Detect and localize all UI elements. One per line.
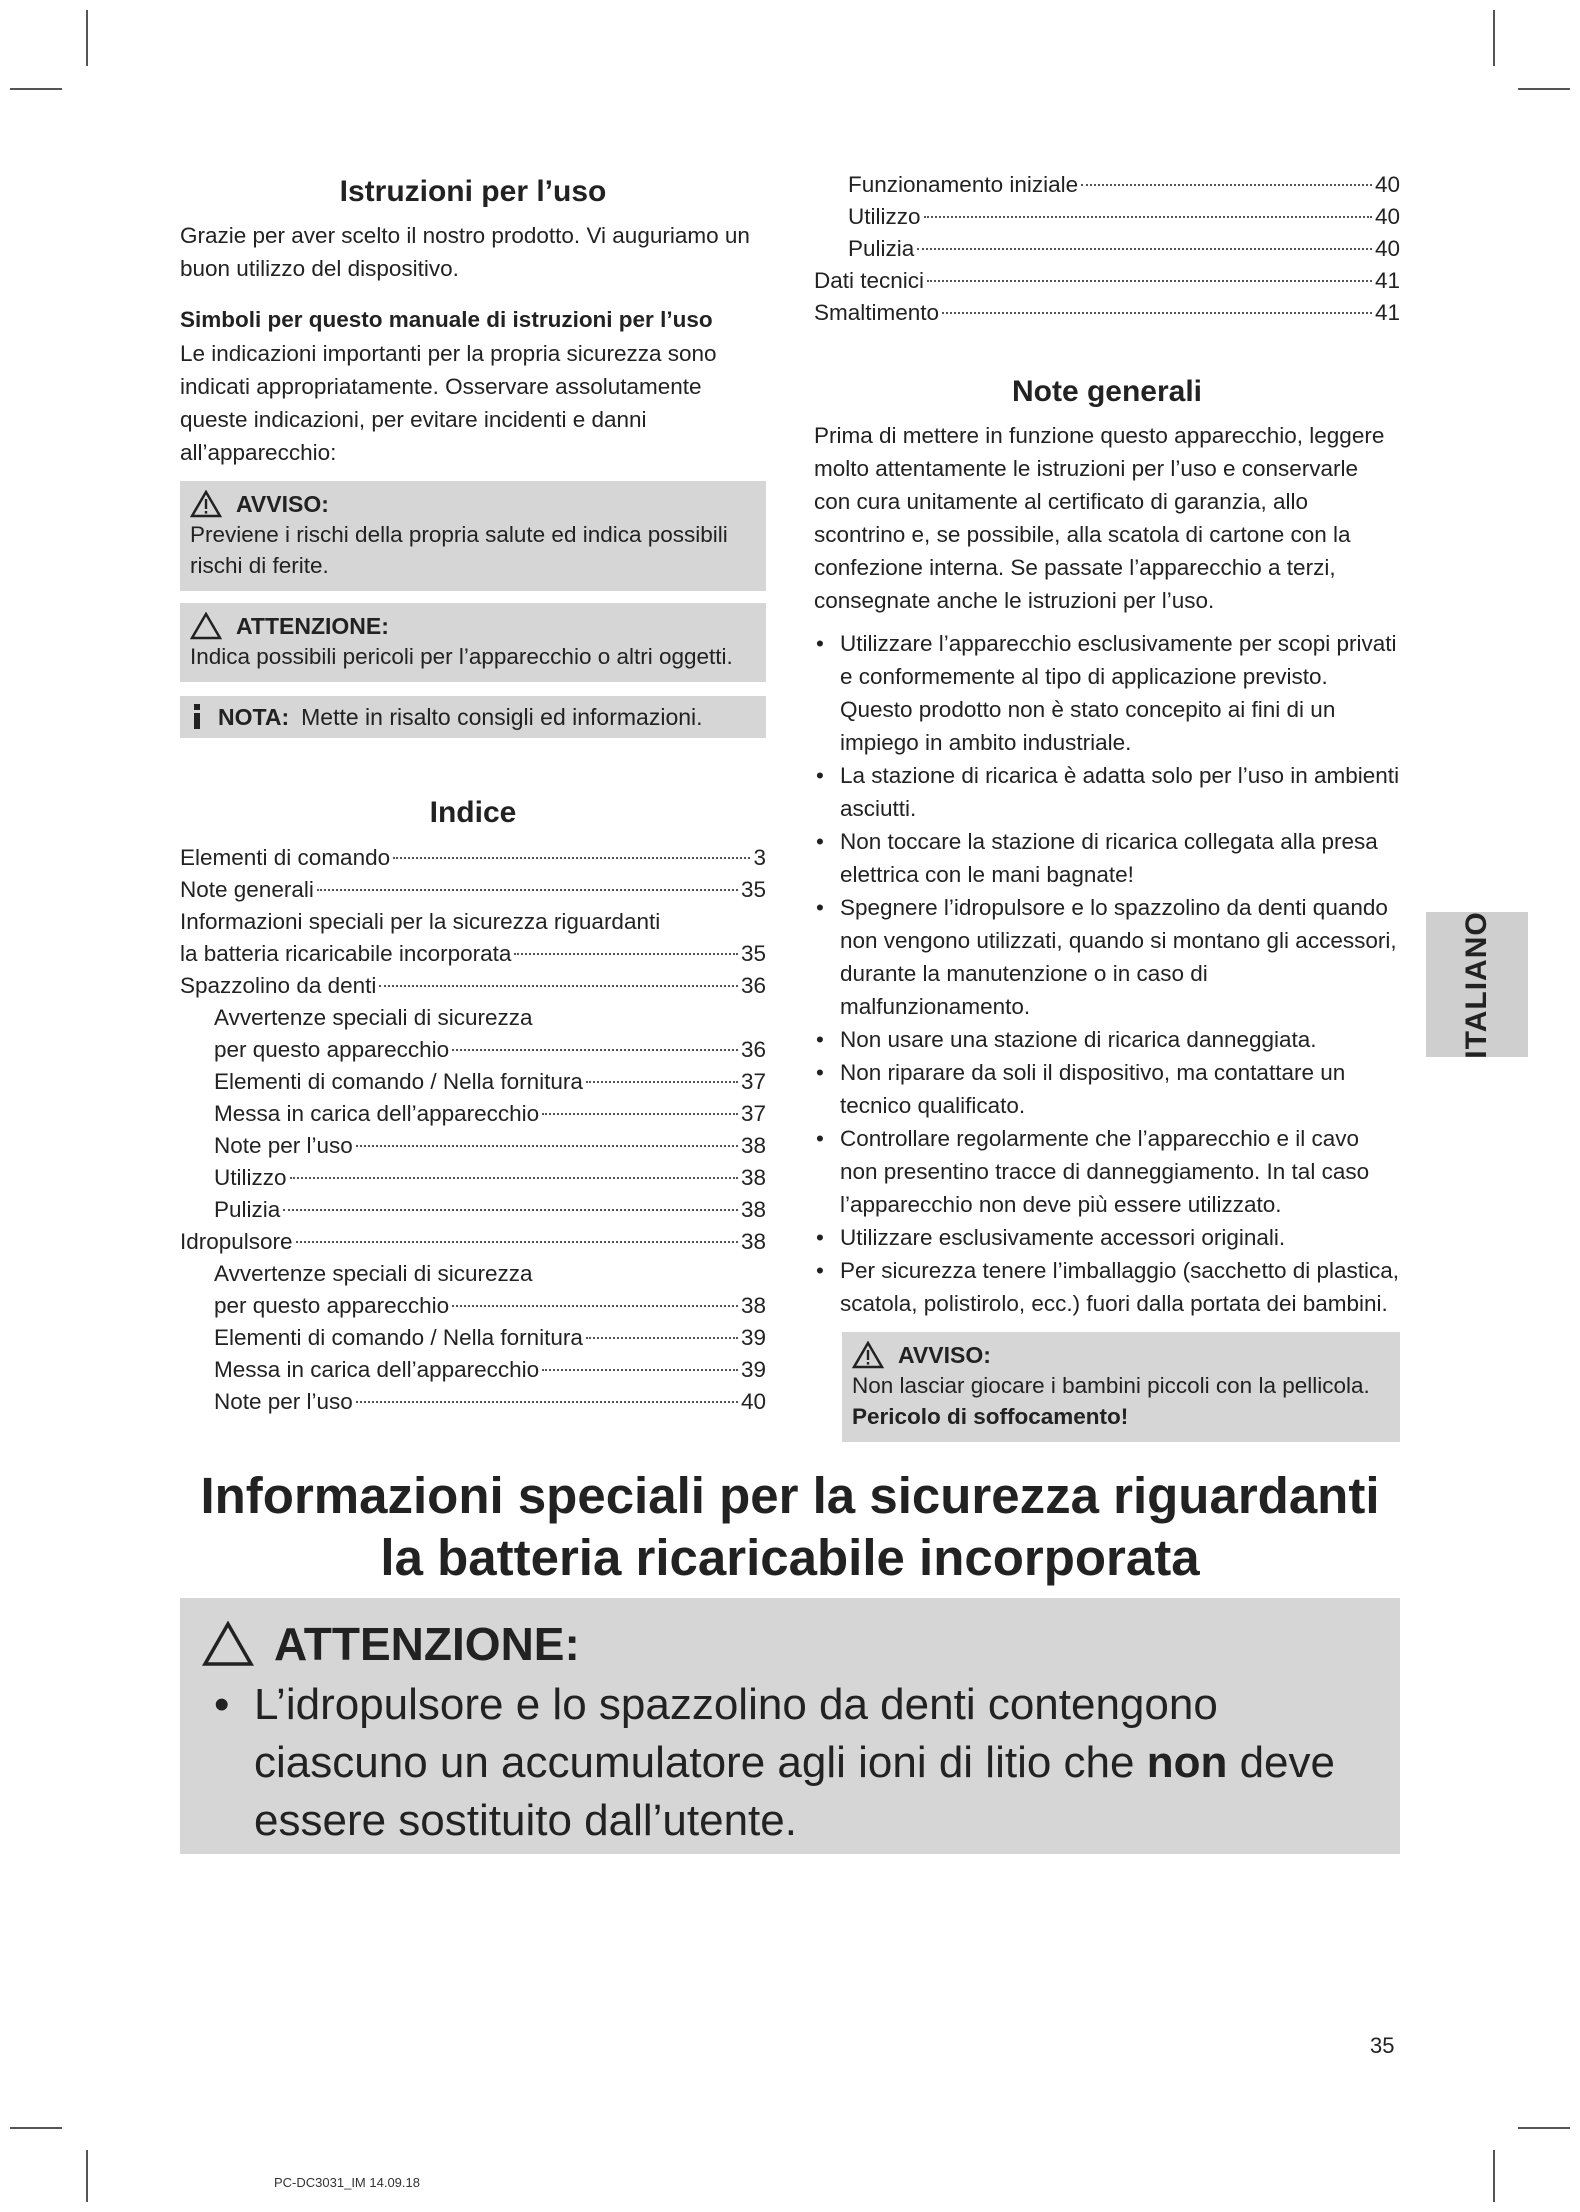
toc-entry <box>180 1194 766 1226</box>
attenzione-label: ATTENZIONE: <box>236 613 389 639</box>
crop-mark <box>86 10 88 66</box>
crop-mark <box>10 88 62 90</box>
toc-entry-page: 38 <box>740 1229 766 1254</box>
toc-entry <box>180 970 766 1002</box>
toc-leader-dots <box>283 1209 738 1211</box>
toc-entry-page: 35 <box>740 877 766 902</box>
toc-entry-label: Smaltimento <box>814 300 940 325</box>
battery-text-after: deve essere sostituito dall’utente. <box>254 1738 1335 1845</box>
language-tab-label: ITALIANO <box>1460 910 1493 1059</box>
list-item: • Non riparare da soli il dispositivo, ma contattare un tecnico qualificato. <box>814 1056 1400 1122</box>
toc-entry-label: la batteria ricaricabile incorporata <box>180 941 512 966</box>
toc-entry <box>814 233 1400 265</box>
symbols-text: Le indicazioni importanti per la propria sicurezza sono indicati appropriatamente. Osservare assolutamente queste indicazioni, per evitare incidenti e danni all’apparecchio: <box>180 341 717 465</box>
toc-entry-page: 38 <box>740 1133 766 1158</box>
battery-safety-title <box>180 1465 1400 1589</box>
toc-entry-page: 40 <box>740 1389 766 1414</box>
toc-entry-page: 40 <box>1374 236 1400 261</box>
toc-entry <box>180 1354 766 1386</box>
toc-entry-label: Elementi di comando / Nella fornitura <box>214 1325 583 1350</box>
toc-entry-label: per questo apparecchio <box>214 1037 450 1062</box>
toc-leader-dots <box>1081 184 1372 186</box>
toc-entry <box>180 1066 766 1098</box>
intro-text: Grazie per aver scelto il nostro prodotto. Vi auguriamo un buon utilizzo del dispositivo. <box>180 223 750 281</box>
list-item: • Utilizzare esclusivamente accessori originali. <box>814 1221 1400 1254</box>
avviso-foil-title <box>852 1340 1390 1370</box>
crop-mark <box>10 2127 62 2129</box>
toc-entry <box>814 169 1400 201</box>
toc-entry-label: Funzionamento iniziale <box>848 172 1079 197</box>
avviso-box <box>180 481 766 591</box>
toc-entry-label: Idropulsore <box>180 1229 293 1254</box>
attenzione-title <box>190 611 756 641</box>
toc-entry <box>180 1226 766 1258</box>
index-title: Indice <box>429 796 517 829</box>
toc-entry-page: 39 <box>740 1325 766 1350</box>
toc-entry-page: 41 <box>1374 300 1400 325</box>
toc-entry <box>814 265 1400 297</box>
toc-entry-label: Elementi di comando <box>180 845 391 870</box>
toc-leader-dots <box>290 1177 738 1179</box>
toc-leader-dots <box>942 312 1372 314</box>
toc-entry-label: Messa in carica dell’apparecchio <box>214 1101 540 1126</box>
toc-entry-page: 3 <box>753 845 766 870</box>
list-item: • Spegnere l’idropulsore e lo spazzolino da denti quando non vengono utilizzati, quando si montano gli accessori, durante la manutenzione o in caso di malfunzionamento. <box>814 891 1400 1023</box>
page-number: 35 <box>1370 2033 1395 2058</box>
toc-leader-dots <box>927 280 1372 282</box>
battery-attenzione-box <box>180 1598 1400 1854</box>
toc-leader-dots <box>379 985 738 987</box>
toc-leader-dots <box>917 248 1372 250</box>
list-item: • Per sicurezza tenere l’imballaggio (sacchetto di plastica, scatola, polistirolo, ecc.) fuori dalla portata dei bambini. <box>814 1254 1400 1320</box>
toc-entry <box>180 1386 766 1418</box>
info-icon <box>190 703 204 731</box>
crop-mark <box>1518 88 1570 90</box>
toc-entry-label: Avvertenze speciali di sicurezza <box>214 1261 533 1286</box>
toc-entry-page: 37 <box>740 1069 766 1094</box>
warning-exclamation-icon <box>190 490 222 518</box>
toc-entry <box>180 1098 766 1130</box>
toc-leader-dots <box>452 1305 738 1307</box>
toc-entry-page: 39 <box>740 1357 766 1382</box>
crop-mark <box>86 2150 88 2202</box>
crop-mark <box>1493 10 1495 66</box>
toc-entry-label: Note per l’uso <box>214 1133 353 1158</box>
toc-entry <box>180 1322 766 1354</box>
toc-entry-page: 36 <box>740 973 766 998</box>
general-notes-text: Prima di mettere in funzione questo apparecchio, leggere molto attentamente le istruzioni per l’uso e conservarle con cura unitamente al certificato di garanzia, allo scontrino e, se possibile, alla scatola di cartone con la confezione interna. Se passate l’apparecchio a terzi, consegnate anche le istruzioni per l’uso. <box>814 423 1385 613</box>
toc-entry <box>814 201 1400 233</box>
toc-leader-dots <box>514 953 738 955</box>
table-of-contents <box>180 842 766 1418</box>
toc-entry <box>180 1130 766 1162</box>
toc-entry <box>180 938 766 970</box>
footer-code: PC-DC3031_IM 14.09.18 <box>274 2175 420 2190</box>
toc-entry-label: per questo apparecchio <box>214 1293 450 1318</box>
toc-entry-page: 37 <box>740 1101 766 1126</box>
right-column <box>814 172 1400 1442</box>
battery-title-line1: Informazioni speciali per la sicurezza riguardanti <box>200 1467 1380 1524</box>
list-item: • Controllare regolarmente che l’apparecchio e il cavo non presentino tracce di danneggiamento. In tal caso l’apparecchio non deve più essere utilizzato. <box>814 1122 1400 1221</box>
battery-title-line2: la batteria ricaricabile incorporata <box>380 1529 1200 1586</box>
toc-entry-label: Note per l’uso <box>214 1389 353 1414</box>
toc-entry-page: 36 <box>740 1037 766 1062</box>
toc-leader-dots <box>356 1145 738 1147</box>
nota-text: Mette in risalto consigli ed informazioni. <box>301 704 703 730</box>
table-of-contents-continued <box>814 169 1400 329</box>
toc-leader-dots <box>586 1337 738 1339</box>
list-item: • Non toccare la stazione di ricarica collegata alla presa elettrica con le mani bagnate! <box>814 825 1400 891</box>
list-item: • Non usare una stazione di ricarica danneggiata. <box>814 1023 1400 1056</box>
toc-entry <box>180 874 766 906</box>
toc-leader-dots <box>356 1401 738 1403</box>
battery-warning-text <box>202 1676 1378 1850</box>
toc-leader-dots <box>542 1113 738 1115</box>
safety-bullet-list <box>814 627 1400 1320</box>
nota-title <box>190 702 756 732</box>
toc-entry-page: 41 <box>1374 268 1400 293</box>
toc-leader-dots <box>452 1049 738 1051</box>
toc-entry-page: 35 <box>740 941 766 966</box>
nota-box <box>180 696 766 738</box>
toc-entry-label: Pulizia <box>214 1197 281 1222</box>
toc-entry-label: Spazzolino da denti <box>180 973 377 998</box>
toc-entry-page: 38 <box>740 1165 766 1190</box>
toc-entry-label: Informazioni speciali per la sicurezza riguardanti <box>180 909 661 934</box>
toc-entry-label: Utilizzo <box>214 1165 287 1190</box>
battery-attenzione-title <box>202 1616 1378 1672</box>
toc-entry-label: Messa in carica dell’apparecchio <box>214 1357 540 1382</box>
toc-leader-dots <box>393 857 750 859</box>
toc-entry-label: Dati tecnici <box>814 268 925 293</box>
crop-mark <box>1493 2150 1495 2202</box>
toc-leader-dots <box>317 889 738 891</box>
caution-triangle-icon <box>190 612 222 640</box>
language-tab <box>1426 912 1528 1057</box>
toc-entry <box>180 1034 766 1066</box>
toc-entry <box>814 297 1400 329</box>
toc-entry-label: Pulizia <box>848 236 915 261</box>
nota-label: NOTA: <box>218 704 290 730</box>
toc-leader-dots <box>296 1241 738 1243</box>
toc-entry <box>180 1290 766 1322</box>
avviso-text: Previene i rischi della propria salute ed indica possibili rischi di ferite. <box>190 522 728 578</box>
avviso-title <box>190 489 756 519</box>
caution-triangle-icon <box>202 1621 254 1667</box>
toc-entry-page: 40 <box>1374 172 1400 197</box>
avviso-foil-text: Non lasciar giocare i bambini piccoli con la pellicola. <box>852 1373 1370 1398</box>
general-notes-title: Note generali <box>1011 375 1203 408</box>
toc-entry-page: 38 <box>740 1293 766 1318</box>
avviso-foil-box <box>842 1332 1400 1442</box>
attenzione-text: Indica possibili pericoli per l’apparecchio o altri oggetti. <box>190 644 733 669</box>
toc-entry-label: Avvertenze speciali di sicurezza <box>214 1005 533 1030</box>
instructions-title: Istruzioni per l’uso <box>339 175 607 208</box>
toc-leader-dots <box>586 1081 738 1083</box>
battery-text-before: L’idropulsore e lo spazzolino da denti contengono ciascuno un accumulatore agli ioni di litio che <box>254 1680 1218 1787</box>
toc-entry <box>180 1162 766 1194</box>
toc-entry <box>180 842 766 874</box>
toc-leader-dots <box>924 216 1372 218</box>
list-item: • Utilizzare l’apparecchio esclusivamente per scopi privati e conformemente al tipo di applicazione previsto. Questo prodotto non è stato concepito ai fini di un impiego in ambito industriale. <box>814 627 1400 759</box>
list-item: • La stazione di ricarica è adatta solo per l’uso in ambienti asciutti. <box>814 759 1400 825</box>
attenzione-box <box>180 603 766 682</box>
toc-leader-dots <box>542 1369 738 1371</box>
avviso-foil-label: AVVISO: <box>898 1342 991 1368</box>
toc-entry-page: 40 <box>1374 204 1400 229</box>
toc-entry-label: Utilizzo <box>848 204 921 229</box>
toc-entry-label: Elementi di comando / Nella fornitura <box>214 1069 583 1094</box>
toc-entry-page: 38 <box>740 1197 766 1222</box>
battery-text-bold: non <box>1146 1738 1228 1787</box>
crop-mark <box>1518 2127 1570 2129</box>
toc-entry-label: Note generali <box>180 877 314 902</box>
battery-attenzione-label: ATTENZIONE: <box>274 1618 580 1670</box>
warning-exclamation-icon <box>852 1341 884 1369</box>
avviso-label: AVVISO: <box>236 491 329 517</box>
left-column <box>180 175 766 1418</box>
symbols-heading: Simboli per questo manuale di istruzioni per l’uso <box>180 307 713 332</box>
avviso-foil-bold: Pericolo di soffocamento! <box>852 1404 1129 1429</box>
